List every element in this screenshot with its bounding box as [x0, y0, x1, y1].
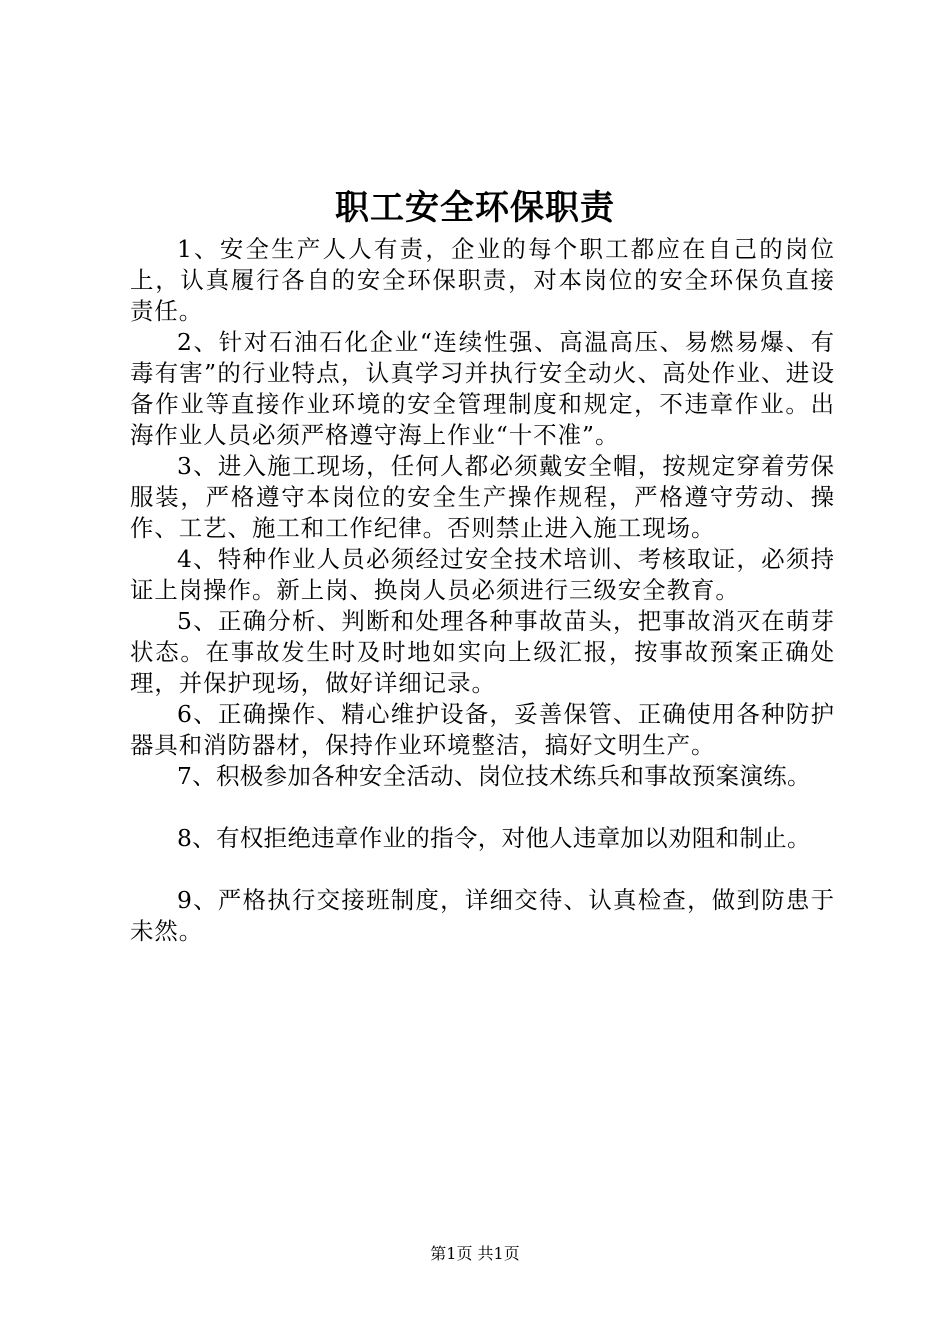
paragraph-7: 7、积极参加各种安全活动、岗位技术练兵和事故预案演练。 — [177, 762, 811, 790]
document-body — [130, 234, 835, 947]
paragraph-2: 2、针对石油石化企业“连续性强、高温高压、易燃易爆、有毒有害”的行业特点，认真学习并执行安全动火、高处作业、进设备作业等直接作业环境的安全管理制度和规定，不违章作业。出海作业人员必须严格遵守海上作业“十不准”。 — [130, 328, 835, 449]
paragraph-4: 4、特种作业人员必须经过安全技术培训、考核取证，必须持证上岗操作。新上岗、换岗人员必须进行三级安全教育。 — [130, 545, 835, 604]
paragraph-8: 8、有权拒绝违章作业的指令，对他人违章加以劝阻和制止。 — [177, 824, 811, 852]
paragraph-3: 3、进入施工现场，任何人都必须戴安全帽，按规定穿着劳保服装，严格遵守本岗位的安全生产操作规程，严格遵守劳动、操作、工艺、施工和工作纪律。否则禁止进入施工现场。 — [130, 452, 835, 542]
paragraph-5: 5、正确分析、判断和处理各种事故苗头，把事故消灭在萌芽状态。在事故发生时及时地如实向上级汇报，按事故预案正确处理，并保护现场，做好详细记录。 — [130, 607, 835, 697]
document-title: 职工安全环保职责 — [335, 188, 615, 228]
paragraph-6: 6、正确操作、精心维护设备，妥善保管、正确使用各种防护器具和消防器材，保持作业环境整洁，搞好文明生产。 — [130, 700, 835, 759]
paragraph-9: 9、严格执行交接班制度，详细交待、认真检查，做到防患于未然。 — [130, 886, 835, 945]
page-footer: 第1页 共1页 — [430, 1244, 520, 1263]
paragraph-1: 1、安全生产人人有责，企业的每个职工都应在自己的岗位上，认真履行各自的安全环保职责，对本岗位的安全环保负直接责任。 — [130, 235, 835, 325]
